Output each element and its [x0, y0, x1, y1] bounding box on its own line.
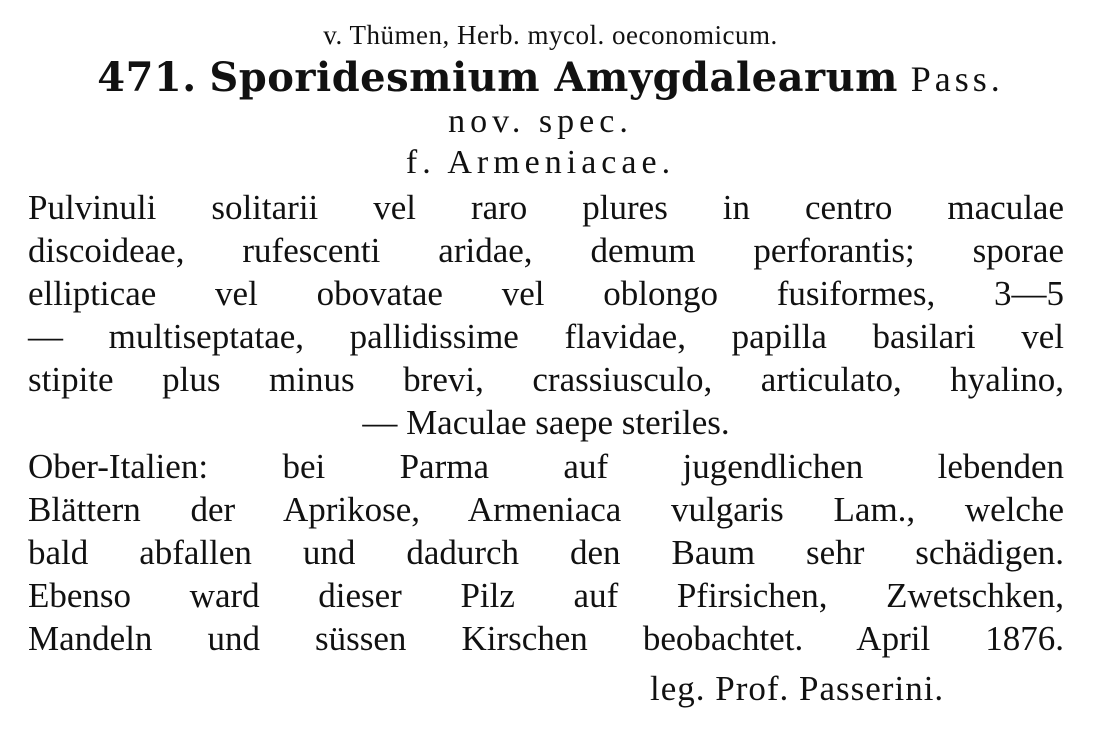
collector-line: leg. Prof. Passerini.	[650, 669, 945, 708]
entry-number: 471.	[97, 54, 197, 101]
nov-spec-line: nov. spec.	[448, 103, 633, 140]
description-line-5: stipite plus minus brevi, crassiusculo, articulato, hyalino,	[28, 360, 1064, 399]
description-line-6: — Maculae saepe steriles.	[362, 403, 730, 442]
locality-line-2: Blättern der Aprikose, Armeniaca vulgaris Lam., welche	[28, 490, 1064, 529]
description-line-4: — multiseptatae, pallidissime flavidae, papilla basilari vel	[28, 317, 1064, 356]
description-line-1: Pulvinuli solitarii vel raro plures in centro maculae	[28, 188, 1064, 227]
entry-title	[0, 54, 1101, 101]
author-abbrev: Pass.	[910, 59, 1004, 99]
species-name: Sporidesmium Amygdalearum	[209, 54, 898, 101]
description-line-3: ellipticae vel obovatae vel oblongo fusiformes, 3—5	[28, 274, 1064, 313]
running-header: v. Thümen, Herb. mycol. oeconomicum.	[323, 20, 778, 50]
locality-line-5: Mandeln und süssen Kirschen beobachtet. April 1876.	[28, 619, 1064, 658]
locality-line-3: bald abfallen und dadurch den Baum sehr schädigen.	[28, 533, 1064, 572]
description-line-2: discoideae, rufescenti aridae, demum perforantis; sporae	[28, 231, 1064, 270]
locality-line-1: Ober-Italien: bei Parma auf jugendlichen lebenden	[28, 447, 1064, 486]
locality-line-4: Ebenso ward dieser Pilz auf Pfirsichen, Zwetschken,	[28, 576, 1064, 615]
forma-line: f. Armeniacae.	[405, 144, 676, 181]
